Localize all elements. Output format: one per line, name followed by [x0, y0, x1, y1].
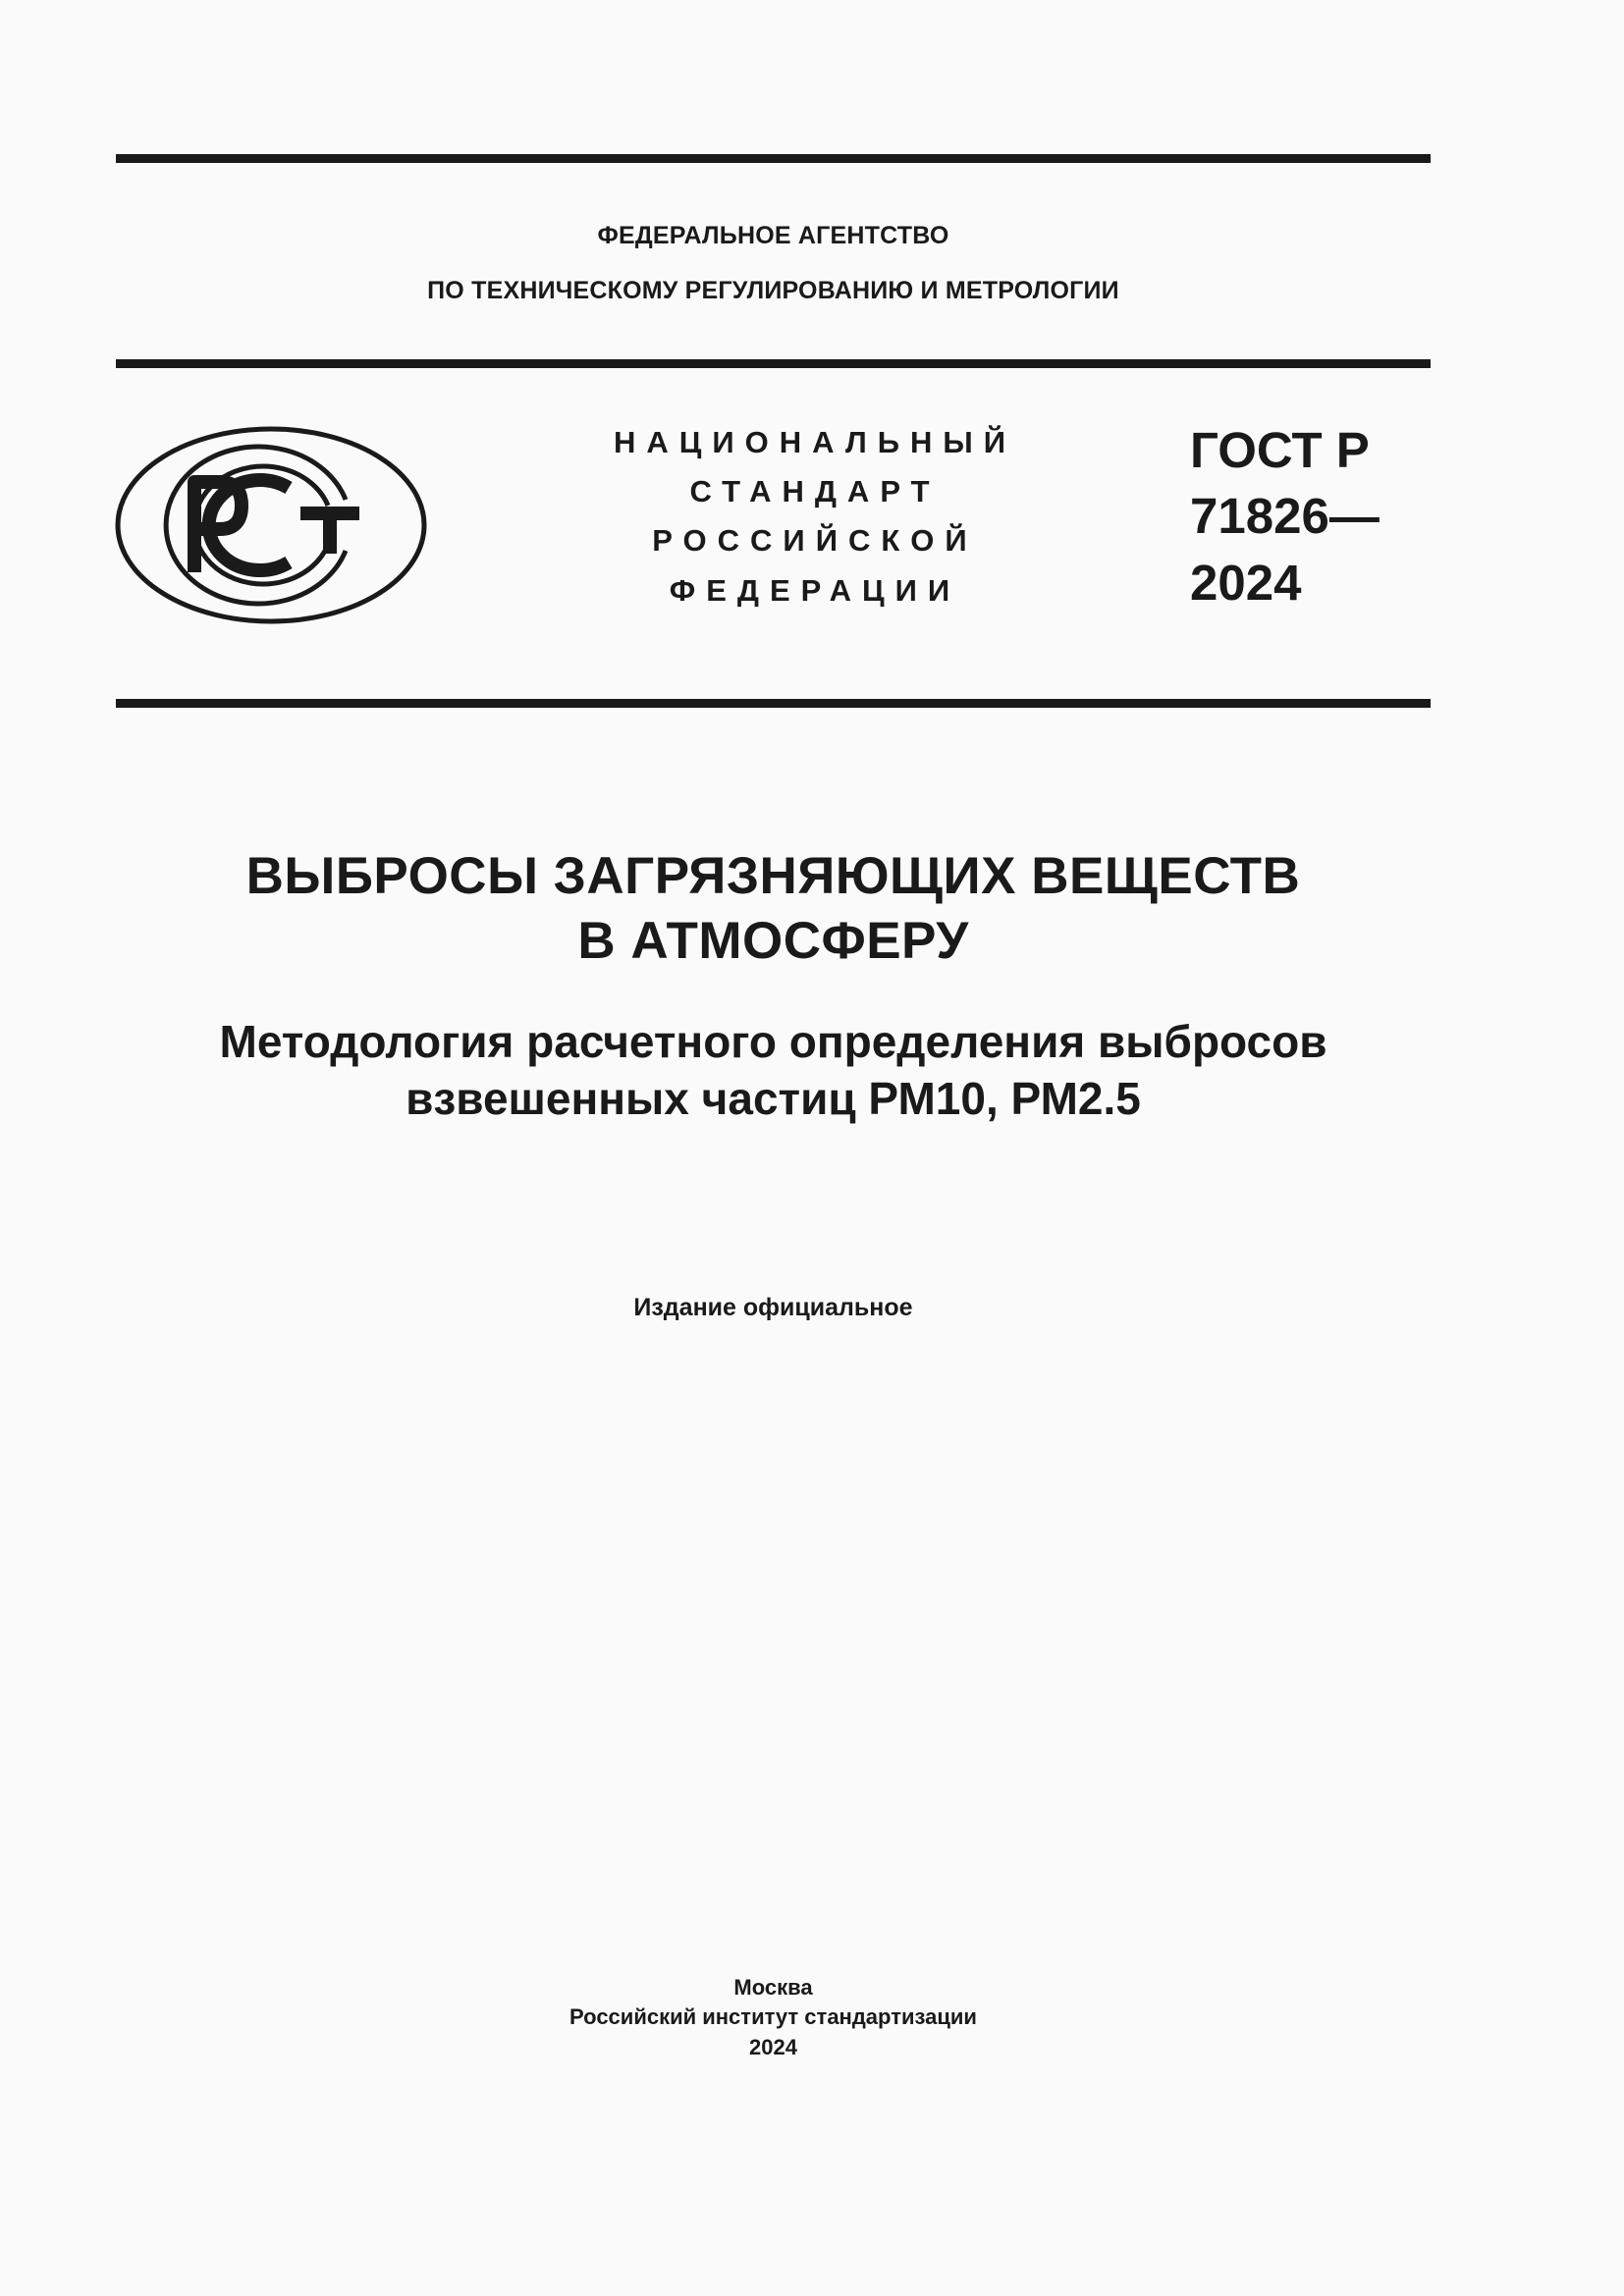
standard-type-line-2: СТАНДАРТ [689, 474, 941, 508]
top-rule [116, 154, 1431, 163]
standard-type-line-3: РОССИЙСКОЙ [652, 523, 978, 558]
document-title-line-1: ВЫБРОСЫ ЗАГРЯЗНЯЮЩИХ ВЕЩЕСТВ [245, 847, 1301, 905]
standard-type-line-1: НАЦИОНАЛЬНЫЙ [613, 425, 1017, 459]
agency-name-line-1: ФЕДЕРАЛЬНОЕ АГЕНТСТВО [597, 222, 949, 249]
header-rule [116, 359, 1431, 368]
document-subtitle-line-2: взвешенных частиц РМ10, РМ2.5 [406, 1073, 1141, 1124]
rst-certification-mark-icon [114, 425, 428, 626]
section-rule [116, 699, 1431, 708]
standard-number-line-3: 2024 [1190, 555, 1302, 611]
document-subtitle-line-1: Методология расчетного определения выбросов [219, 1016, 1327, 1067]
document-title-line-2: В АТМОСФЕРУ [577, 912, 969, 970]
imprint-city: Москва [733, 1975, 813, 2000]
standard-number-line-2: 71826— [1190, 488, 1380, 544]
agency-name-line-2: ПО ТЕХНИЧЕСКОМУ РЕГУЛИРОВАНИЮ И МЕТРОЛОГИИ [427, 277, 1119, 304]
imprint-publisher: Российский институт стандартизации [569, 2004, 977, 2029]
standard-number-line-1: ГОСТ Р [1190, 422, 1370, 478]
standard-type-line-4: ФЕДЕРАЦИИ [669, 573, 961, 608]
imprint-year: 2024 [749, 2035, 797, 2059]
edition-label: Издание официальное [633, 1294, 913, 1321]
